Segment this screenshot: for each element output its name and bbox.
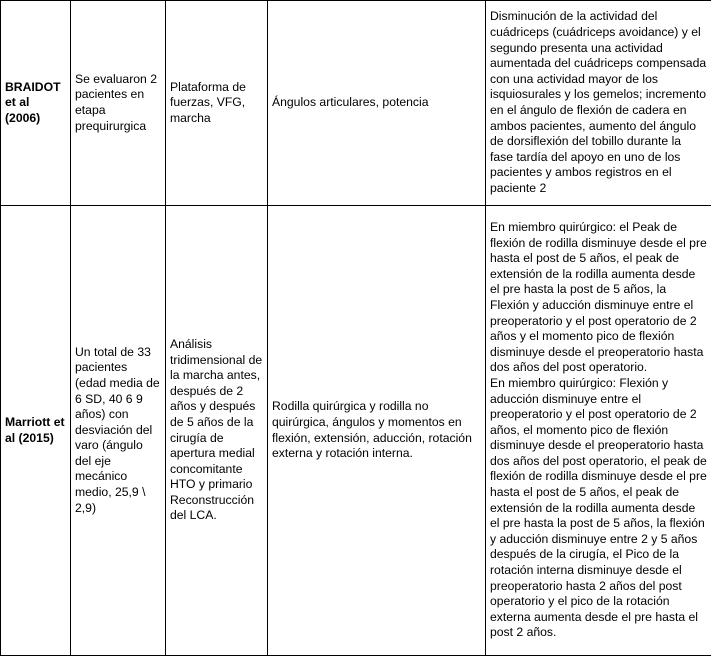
table-row bbox=[1, 1, 711, 206]
results-cell bbox=[486, 1, 711, 206]
method-cell: Plataforma de fuerzas, VFG, marcha bbox=[166, 1, 268, 206]
method-cell: Análisis tridimensional de la marcha antes, después de 2 años y después de 5 años de la cirugía de apertura medial concomitante HTO y primario Reconstrucción del LCA. bbox=[166, 206, 268, 656]
results-paragraph: Disminución de la actividad del cuádriceps (cuádriceps avoidance) y el segundo presenta una actividad aumentada del cuádriceps compensada con una actividad mayor de los isquiosurales y los gemelos; incremento en el ángulo de flexión de cadera en ambos pacientes, aumento del ángulo de dorsiflexión del tobillo durante la fase tardía del apoyo en uno de los pacientes y ambos registros en el paciente 2 bbox=[490, 9, 707, 196]
results-paragraph: En miembro quirúrgico: el Peak de flexión de rodilla disminuye desde el pre hasta el post de 5 años, el peak de extensión de la rodilla aumenta desde el pre hasta la post de 5 años, la Flexión y aducción disminuye entre el preoperatorio y el post operatorio de 2 años y el momento pico de flexión disminuye desde el preoperatorio hasta dos años del post operatorio. bbox=[490, 220, 707, 376]
variables-cell: Rodilla quirúrgica y rodilla no quirúrgica, ángulos y momentos en flexión, extensión, aducción, rotación externa y rotación interna. bbox=[268, 206, 486, 656]
author-cell: Marriott et al (2015) bbox=[1, 206, 71, 656]
results-paragraph: En miembro quirúrgico: Flexión y aducción disminuye entre el preoperatorio y el post operatorio de 2 años, el momento pico de flexión disminuye desde el preoperatorio hasta dos años del post operatorio, el peak de flexión de rodilla disminuye desde el pre hasta el post de 5 años, el peak de extensión de la rodilla aumenta desde el pre hasta la post de 5 años, la flexión y aducción disminuye entre 2 y 5 años después de la cirugía, el Pico de la rotación interna disminuye desde el preoperatorio hasta 2 años del post operatorio y el pico de la rotación externa aumenta desde el pre hasta el post 2 años. bbox=[490, 376, 707, 641]
sample-cell: Un total de 33 pacientes (edad media de 6 SD, 40 6 9 años) con desviación del varo (ángulo del eje mecánico medio, 25,9 \ 2,9) bbox=[71, 206, 166, 656]
sample-cell: Se evaluaron 2 pacientes en etapa prequirurgica bbox=[71, 1, 166, 206]
results-cell bbox=[486, 206, 711, 656]
variables-cell: Ángulos articulares, potencia bbox=[268, 1, 486, 206]
author-cell: BRAIDOT et al (2006) bbox=[1, 1, 71, 206]
table-row bbox=[1, 206, 711, 656]
